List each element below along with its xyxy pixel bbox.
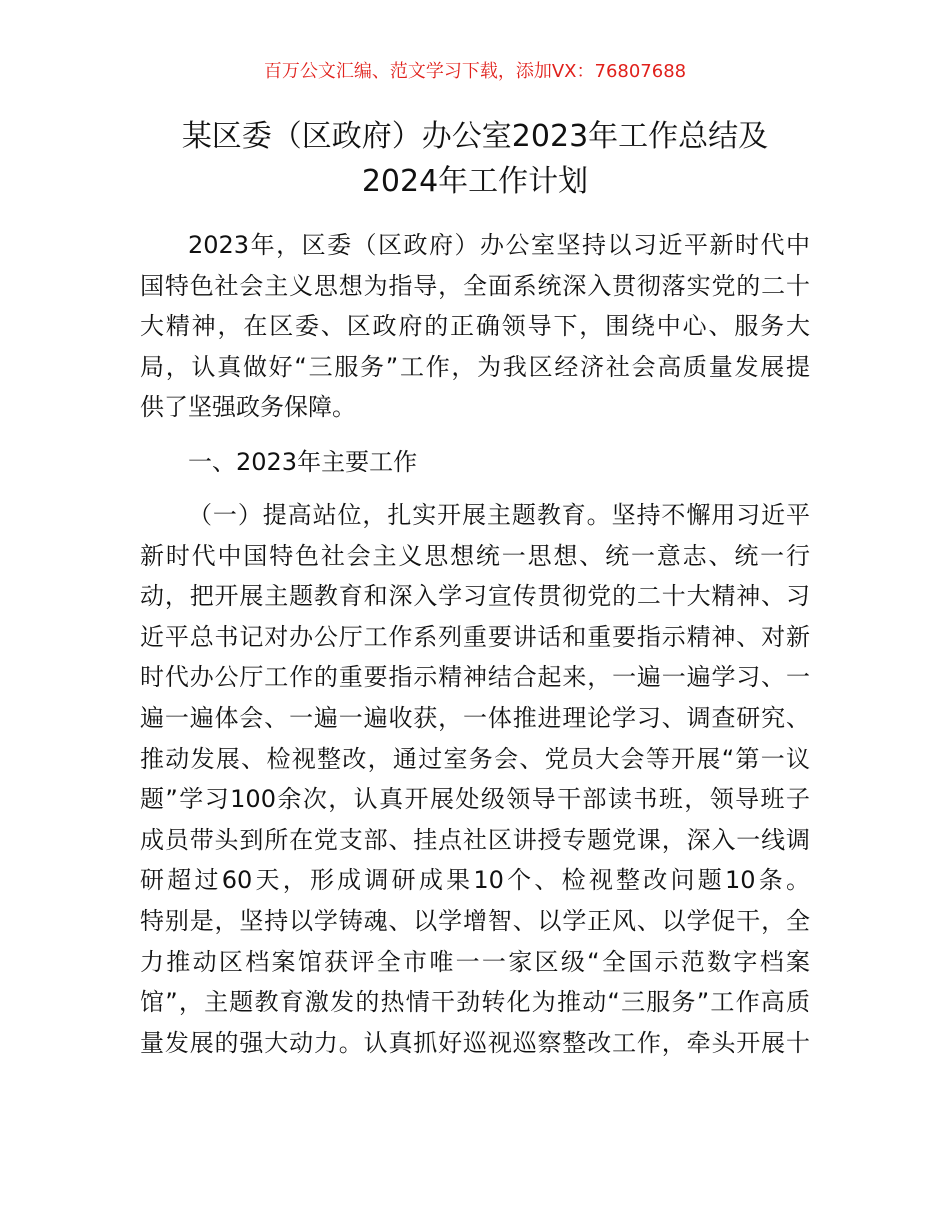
paragraph-line: 遍一遍体会、一遍一遍收获，一体推进理论学习、调查研究、 [140,703,810,732]
document-title [0,114,950,204]
paragraph-line: 成员带头到所在党支部、挂点社区讲授专题党课，深入一线调 [140,825,810,854]
paragraph-line: 局，认真做好“三服务”工作，为我区经济社会高质量发展提 [140,352,810,381]
paragraph-line: 2023年，区委（区政府）办公室坚持以习近平新时代中 [188,231,810,259]
section-heading [140,442,810,483]
paragraph-line: （一）提高站位，扎实开展主题教育。坚持不懈用习近平 [188,501,810,529]
paragraph-line: 动，把开展主题教育和深入学习宣传贯彻党的二十大精神、习 [140,582,810,611]
paragraph-intro [140,225,810,428]
paragraph-line: 供了坚强政务保障。 [140,393,356,422]
title-line-1: 某区委（区政府）办公室2023年工作总结及 [181,119,769,154]
paragraph-line: 力推动区档案馆获评全市唯一一家区级“全国示范数字档案 [140,947,810,976]
paragraph-line: 国特色社会主义思想为指导，全面系统深入贯彻落实党的二十 [140,271,810,300]
title-line-2: 2024年工作计划 [361,164,589,199]
paragraph-line: 新时代中国特色社会主义思想统一思想、统一意志、统一行 [140,541,810,570]
paragraph-line: 大精神，在区委、区政府的正确领导下，围绕中心、服务大 [140,312,810,341]
paragraph-line: 量发展的强大动力。认真抓好巡视巡察整改工作，牵头开展十 [140,1028,810,1057]
paragraph-line: 近平总书记对办公厅工作系列重要讲话和重要指示精神、对新 [140,622,810,651]
watermark-text: 百万公文汇编、范文学习下载，添加VX：76807688 [263,61,687,82]
paragraph-line: 时代办公厅工作的重要指示精神结合起来，一遍一遍学习、一 [140,663,810,692]
paragraph-line: 推动发展、检视整改，通过室务会、党员大会等开展“第一议 [140,744,810,773]
paragraph-line: 特别是，坚持以学铸魂、以学增智、以学正风、以学促干，全 [140,906,810,935]
paragraph-line: 馆”，主题教育激发的热情干劲转化为推动“三服务”工作高质 [140,988,810,1017]
section-heading-text: 一、2023年主要工作 [188,448,418,476]
paragraph-line: 题”学习100余次，认真开展处级领导干部读书班，领导班子 [140,785,810,814]
paragraph-theme-education [140,495,810,1063]
paragraph-line: 研超过60天，形成调研成果10个、检视整改问题10条。 [140,866,810,895]
